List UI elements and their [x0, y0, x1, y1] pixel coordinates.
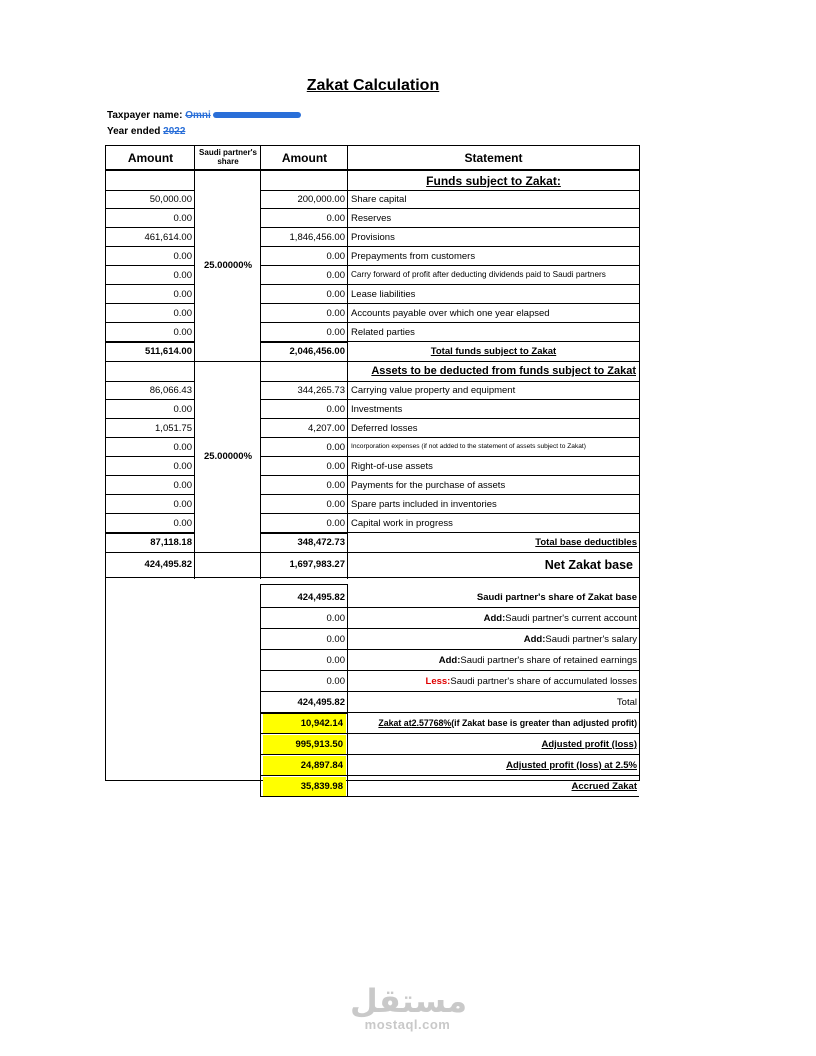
share-label-text: Total: [616, 696, 637, 708]
amount-cell: 50,000.00: [149, 193, 192, 205]
share-amount: 0.00: [326, 612, 345, 624]
share-label-prefix: Add:: [523, 633, 546, 645]
statement-label: Carry forward of profit after deducting dividends paid to Saudi partners: [351, 270, 606, 280]
amount-cell-100: 0.00: [326, 460, 345, 472]
zakat-label-post: (if Zakat base is greater than adjusted profit): [451, 718, 637, 729]
watermark-latin: mostaql.com: [364, 1017, 451, 1032]
amount-cell: 86,066.43: [149, 384, 192, 396]
year-label: Year ended: [107, 126, 161, 137]
statement-label: Spare parts included in inventories: [351, 498, 497, 510]
col-header-amount-2: Amount: [281, 150, 328, 165]
accrued-zakat-label: [348, 776, 639, 797]
statement-label: Incorporation expenses (if not added to the statement of assets subject to Zakat): [351, 443, 586, 451]
zakat-amount-label: [348, 713, 639, 734]
year-line: [107, 126, 185, 137]
total-rule: [106, 341, 195, 343]
net-zakat-label: Net Zakat base: [544, 557, 633, 572]
share-amount: 0.00: [326, 654, 345, 666]
net-zakat-amount-100: 1,697,983.27: [289, 559, 345, 571]
watermark-logo: [350, 982, 468, 1032]
statement-label: Capital work in progress: [351, 517, 453, 529]
amount-cell-100: 0.00: [326, 212, 345, 224]
accrued-zakat-amount: 35,839.98: [263, 777, 346, 796]
amount-cell: 0.00: [173, 326, 192, 338]
redaction-mark: [213, 112, 301, 118]
rule: [261, 584, 348, 585]
share-label-text: Saudi partner's share of retained earnings: [460, 654, 637, 666]
amount-cell-100: 0.00: [326, 517, 345, 529]
amount-cell: 0.00: [173, 498, 192, 510]
share-label-text: Saudi partner's share of accumulated losses: [450, 675, 637, 687]
share-label-prefix: Add:: [438, 654, 461, 666]
amount-cell-100: 0.00: [326, 498, 345, 510]
year-value: 2022: [163, 126, 186, 137]
adjusted-profit-25-text: Adjusted profit (loss) at 2.5%: [506, 759, 637, 771]
statement-label: Reserves: [351, 212, 392, 224]
statement-label: Carrying value property and equipment: [351, 384, 516, 396]
share-percentage: 25.00000%: [203, 260, 253, 272]
assets-total-amount-100: 348,472.73: [297, 536, 345, 548]
adjusted-profit-25-amount: 24,897.84: [263, 756, 346, 775]
share-label: [348, 671, 639, 692]
adjusted-profit-label: [348, 734, 639, 755]
statement-label: Payments for the purchase of assets: [351, 479, 506, 491]
amount-cell-100: 1,846,456.00: [289, 231, 345, 243]
taxpayer-value: Omni: [185, 110, 211, 121]
amount-cell: 0.00: [173, 479, 192, 491]
zakat-table: [105, 145, 640, 792]
statement-label: Prepayments from customers: [351, 250, 476, 262]
amount-cell-100: 4,207.00: [308, 422, 345, 434]
zakat-label-pre: Zakat at: [378, 718, 412, 729]
share-label: [348, 608, 639, 629]
amount-cell-100: 344,265.73: [297, 384, 345, 396]
share-amount: 0.00: [326, 633, 345, 645]
col-header-share: Saudi partner's share: [199, 148, 257, 166]
statement-label: Deferred losses: [351, 422, 418, 434]
total-rule: [261, 341, 348, 343]
col-rule: [194, 146, 195, 579]
amount-cell: 0.00: [173, 307, 192, 319]
share-label: [348, 650, 639, 671]
assets-total-label: Total base deductibles: [535, 536, 637, 548]
statement-label: Accounts payable over which one year elapsed: [351, 307, 550, 319]
amount-cell-100: 0.00: [326, 479, 345, 491]
statement-label: Right-of-use assets: [351, 460, 433, 472]
adjusted-profit-25-label: [348, 755, 639, 776]
adjusted-profit-text: Adjusted profit (loss): [541, 738, 637, 750]
amount-cell: 0.00: [173, 403, 192, 415]
funds-total-amount: 511,614.00: [144, 345, 192, 357]
statement-label: Lease liabilities: [351, 288, 416, 300]
rule: [261, 796, 639, 797]
amount-cell-100: 0.00: [326, 403, 345, 415]
amount-cell: 0.00: [173, 441, 192, 453]
amount-cell: 0.00: [173, 250, 192, 262]
share-label-text: Saudi partner's salary: [545, 633, 637, 645]
share-amount: 0.00: [326, 675, 345, 687]
col-rule: [347, 146, 348, 579]
share-amount: 424,495.82: [297, 696, 345, 708]
amount-cell-100: 0.00: [326, 288, 345, 300]
taxpayer-line: [107, 110, 301, 121]
amount-cell: 461,614.00: [144, 231, 192, 243]
zakat-rate: 2.57768%: [411, 718, 452, 729]
col-header-statement: Statement: [464, 150, 523, 165]
amount-cell: 0.00: [173, 269, 192, 281]
amount-cell: 0.00: [173, 517, 192, 529]
col-rule: [260, 146, 261, 579]
taxpayer-label: Taxpayer name:: [107, 110, 183, 121]
statement-label: Share capital: [351, 193, 407, 205]
statement-label: Related parties: [351, 326, 415, 338]
share-label-text: Saudi partner's share of Zakat base: [476, 591, 637, 603]
share-label-text: Saudi partner's current account: [505, 612, 637, 624]
share-label: [348, 629, 639, 650]
net-zakat-amount: 424,495.82: [144, 559, 192, 571]
amount-cell: 0.00: [173, 212, 192, 224]
zakat-amount-amount: 10,942.14: [263, 714, 346, 733]
share-label: [348, 692, 639, 713]
watermark-arabic: مستقل: [350, 982, 468, 1020]
assets-heading: Assets to be deducted from funds subject to Zakat: [371, 365, 636, 377]
amount-cell-100: 200,000.00: [297, 193, 345, 205]
accrued-zakat-text: Accrued Zakat: [571, 780, 637, 792]
amount-cell: 0.00: [173, 460, 192, 472]
amount-cell: 1,051.75: [155, 422, 192, 434]
amount-cell-100: 0.00: [326, 307, 345, 319]
funds-total-amount-100: 2,046,456.00: [289, 345, 345, 357]
col-header-amount: Amount: [127, 150, 174, 165]
col-rule: [260, 584, 261, 797]
share-percentage: 25.00000%: [203, 451, 253, 463]
share-amount: 424,495.82: [297, 591, 345, 603]
page-title: Zakat Calculation: [306, 77, 440, 94]
statement-label: Provisions: [351, 231, 395, 243]
assets-total-amount: 87,118.18: [150, 536, 192, 548]
share-label-prefix: Less:: [425, 675, 451, 687]
statement-label: Investments: [351, 403, 403, 415]
share-label: [348, 587, 639, 608]
amount-cell-100: 0.00: [326, 441, 345, 453]
adjusted-profit-amount: 995,913.50: [263, 735, 346, 754]
amount-cell-100: 0.00: [326, 250, 345, 262]
funds-total-label: Total funds subject to Zakat: [430, 345, 557, 357]
col-rule: [347, 584, 348, 797]
amount-cell: 0.00: [173, 288, 192, 300]
amount-cell-100: 0.00: [326, 326, 345, 338]
funds-heading: Funds subject to Zakat:: [426, 173, 561, 188]
amount-cell-100: 0.00: [326, 269, 345, 281]
rule: [106, 577, 639, 578]
share-label-prefix: Add:: [483, 612, 506, 624]
